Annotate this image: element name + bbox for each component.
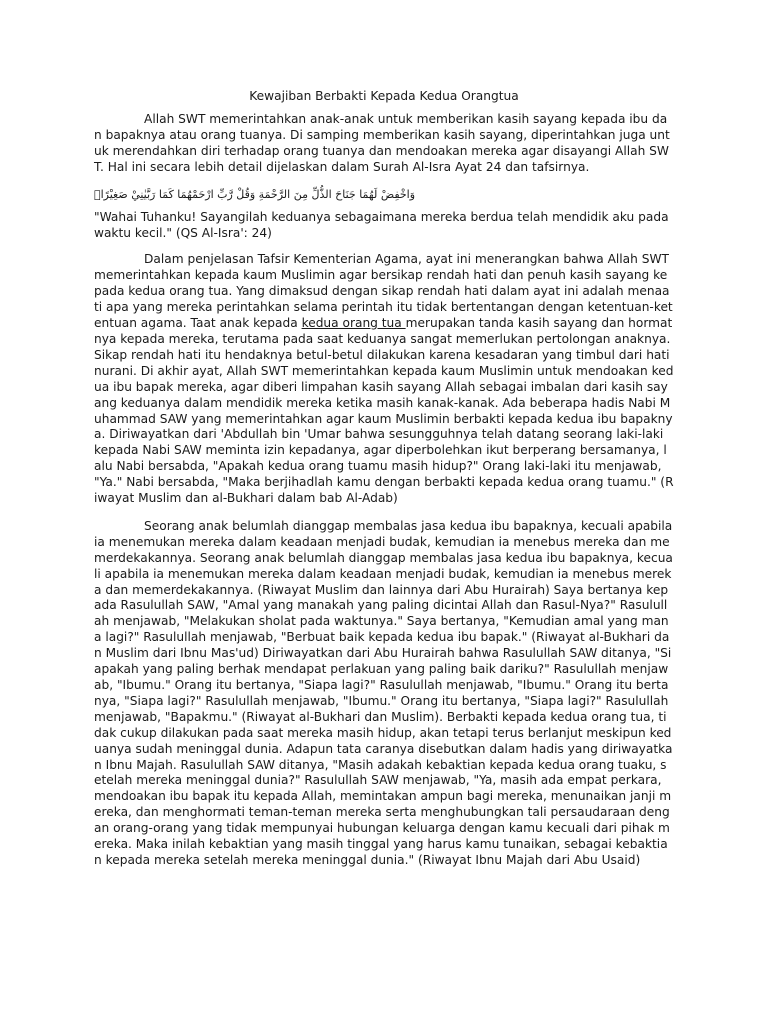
tafsir-text-start: Dalam penjelasan Tafsir Kementerian Agama, ayat ini menerangkan bahwa Allah SWT memerintahkan kepada kaum Muslimin agar bersikap rendah hati dan penuh kasih sayang kepada kedua orang tua. Yang dimaksud dengan sikap rendah hati dalam ayat ini adalah menaati apa yang mereka perintahkan selama perintah itu tidak bertentangan dengan ketentuan-ketentuan agama. Taat anak kepada [94,252,673,331]
kedua-orang-tua-link[interactable]: kedua orang tua [301,316,406,331]
verse-translation: "Wahai Tuhanku! Sayangilah keduanya sebagaimana mereka berdua telah mendidik aku pada waktu kecil." (QS Al-Isra': 24) [94,209,669,240]
tafsir-paragraph [94,252,674,507]
arabic-verse: وَاخْفِضْ لَهُمَا جَنَاحَ الذُّلِّ مِنَ الرَّحْمَةِ وَقُلْ رَّبِّ ارْحَمْهُمَا كَمَا رَبَّيٰنِيْ صَغِيْرًاۗ [94,187,416,201]
intro-paragraph: Allah SWT memerintahkan anak-anak untuk memberikan kasih sayang kepada ibu dan bapaknya atau orang tuanya. Di samping memberikan kasih sayang, diperintahkan juga untuk merendahkan diri terhadap orang tuanya dan mendoakan mereka agar disayangi Allah SWT. Hal ini secara lebih detail dijelaskan dalam Surah Al-Isra Ayat 24 dan tafsirnya. [94,112,670,174]
tafsir-text-end: merupakan tanda kasih sayang dan hormatnya kepada mereka, terutama pada saat keduanya sangat memerlukan pertolongan anaknya. Sikap rendah hati itu hendaknya betul-betul dilakukan karena kesadaran yang timbul dari hati nurani. Di akhir ayat, Allah SWT memerintahkan kepada kaum Muslimin untuk mendoakan kedua ibu bapak mereka, agar diberi limpahan kasih sayang Allah sebagai imbalan dari kasih sayang keduanya dalam mendidik mereka ketika masih kanak-kanak. Ada beberapa hadis Nabi Muhammad SAW yang memerintahkan agar kaum Muslimin berbakti kepada kedua ibu bapaknya. Diriwayatkan dari 'Abdullah bin 'Umar bahwa sesungguhnya telah datang seorang laki-laki kepada Nabi SAW meminta izin kepadanya, agar diperbolehkan ikut berperang bersamanya, lalu Nabi bersabda, "Apakah kedua orang tuamu masih hidup?" Orang laki-laki itu menjawab, "Ya." Nabi bersabda, "Maka berjihadlah kamu dengan berbakti kepada kedua orang tuamu." (Riwayat Muslim dan al-Bukhari dalam bab Al-Adab) [94,316,674,506]
document-title: Kewajiban Berbakti Kepada Kedua Orangtua [249,89,519,103]
hadith-paragraph: Seorang anak belumlah dianggap membalas jasa kedua ibu bapaknya, kecuali apabila ia menemukan mereka dalam keadaan menjadi budak, kemudian ia menebus mereka dan memerdekakannya. Seorang anak belumlah dianggap membalas jasa kedua ibu bapaknya, kecuali apabila ia menemukan mereka dalam keadaan menjadi budak, kemudian ia menebus mereka dan memerdekakannya. (Riwayat Muslim dan lainnya dari Abu Hurairah) Saya bertanya kepada Rasulullah SAW, "Amal yang manakah yang paling dicintai Allah dan Rasul-Nya?" Rasulullah menjawab, "Melakukan sholat pada waktunya." Saya bertanya, "Kemudian amal yang mana lagi?" Rasulullah menjawab, "Berbuat baik kepada kedua ibu bapak." (Riwayat al-Bukhari dan Muslim dari Ibnu Mas'ud) Diriwayatkan dari Abu Hurairah bahwa Rasulullah SAW ditanya, "Siapakah yang paling berhak mendapat perlakuan yang paling baik dariku?" Rasulullah menjawab, "Ibumu." Orang itu bertanya, "Siapa lagi?" Rasulullah menjawab, "Ibumu." Orang itu bertanya, "Siapa lagi?" Rasulullah menjawab, "Ibumu." Orang itu bertanya, "Siapa lagi?" Rasulullah menjawab, "Bapakmu." (Riwayat al-Bukhari dan Muslim). Berbakti kepada kedua orang tua, tidak cukup dilakukan pada saat mereka masih hidup, akan tetapi terus berlanjut meskipun keduanya sudah meninggal dunia. Adapun tata caranya disebutkan dalam hadis yang diriwayatkan Ibnu Majah. Rasulullah SAW ditanya, "Masih adakah kebaktian kepada kedua orang tuaku, setelah mereka meninggal dunia?" Rasulullah SAW menjawab, "Ya, masih ada empat perkara, mendoakan ibu bapak itu kepada Allah, memintakan ampun bagi mereka, menunaikan janji mereka, dan menghormati teman-teman mereka serta menghubungkan tali persaudaraan dengan orang-orang yang tidak mempunyai hubungan keluarga dengan kamu kecuali dari pihak mereka. Maka inilah kebaktian yang masih tinggal yang harus kamu tunaikan, sebagai kebaktian kepada mereka setelah mereka meninggal dunia." (Riwayat Ibnu Majah dari Abu Usaid) [94,518,673,867]
